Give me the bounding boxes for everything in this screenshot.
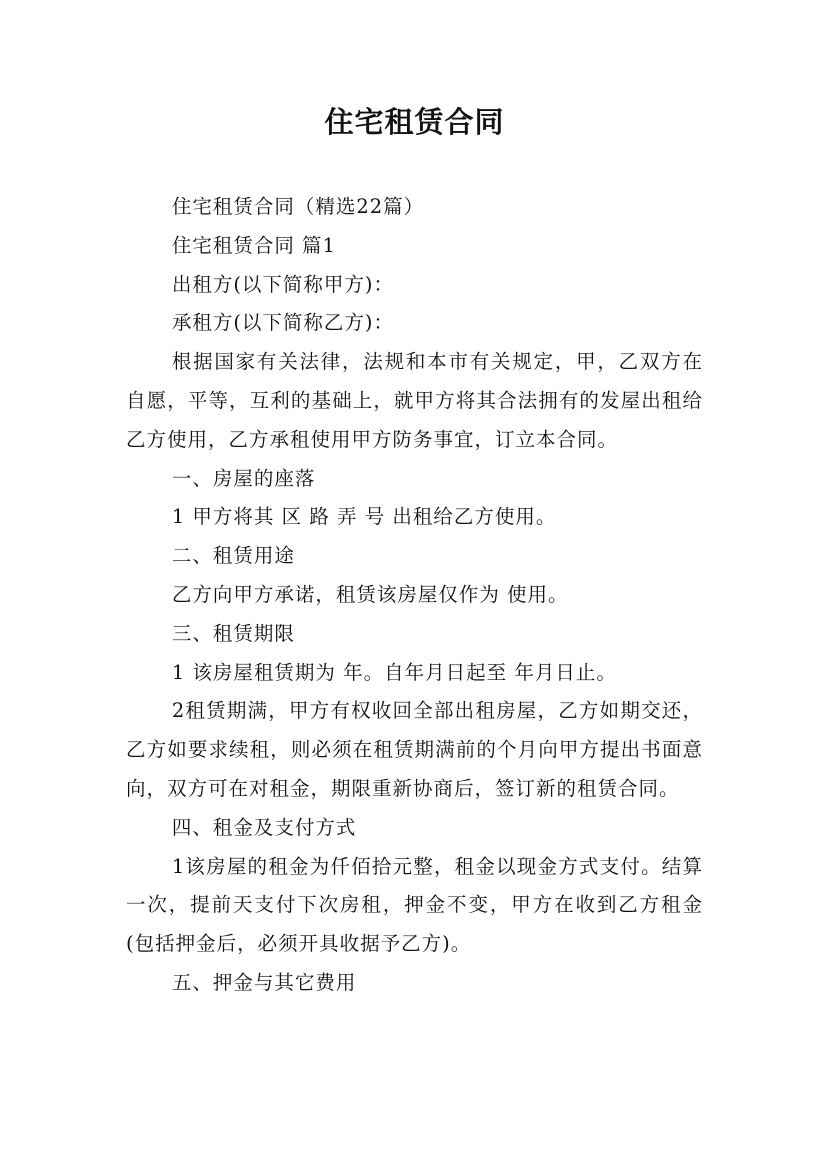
paragraph-location: 1 甲方将其 区 路 弄 号 出租给乙方使用。 [171,505,557,529]
paragraph-section-label: 住宅租赁合同 篇1 [171,233,336,257]
heading-rent: 四、租金及支付方式 [171,815,357,839]
heading-purpose: 二、租赁用途 [171,544,295,568]
heading-location: 一、房屋的座落 [171,466,316,490]
paragraph-rent: 1该房屋的租金为仟佰拾元整，租金以现金方式支付。结算一次，提前天支付下次房租，押金不变，甲方在收到乙方租金(包括押金后，必须开具收据予乙方)。 [126,854,703,956]
paragraph-lessor: 出租方(以下简称甲方)： [171,272,395,296]
paragraph-term-2: 2租赁期满，甲方有权收回全部出租房屋，乙方如期交还，乙方如要求续租，则必须在租赁期满前的个月向甲方提出书面意向，双方可在对租金，期限重新协商后，签订新的租赁合同。 [126,699,703,800]
heading-deposit: 五、押金与其它费用 [171,970,357,994]
document-title: 住宅租赁合同 [324,105,505,139]
paragraph-purpose: 乙方向甲方承诺，租赁该房屋仅作为 使用。 [171,582,569,606]
paragraph-preamble: 根据国家有关法律，法规和本市有关规定，甲，乙双方在自愿，平等，互利的基础上，就甲方将其合法拥有的发屋出租给乙方使用，乙方承租使用甲方防务事宜，订立本合同。 [126,350,703,451]
paragraph-subtitle: 住宅租赁合同（精选22篇） [171,195,425,218]
paragraph-lessee: 承租方(以下简称乙方)： [171,311,395,335]
paragraph-term-1: 1 该房屋租赁期为 年。自年月日起至 年月日止。 [171,660,617,684]
heading-term: 三、租赁期限 [171,621,295,645]
